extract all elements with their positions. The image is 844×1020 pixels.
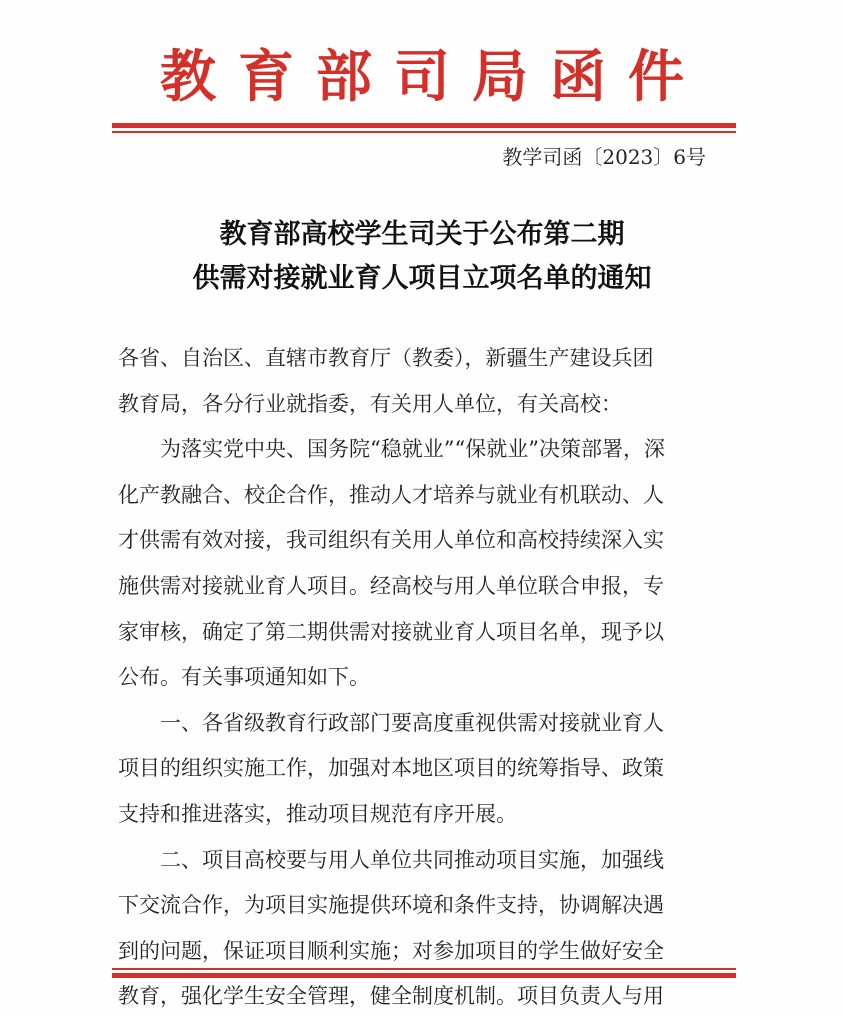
body-line: 一、各省级教育行政部门要高度重视供需对接就业育人 <box>160 710 664 735</box>
body-line: 支持和推进落实，推动项目规范有序开展。 <box>118 801 517 826</box>
bottom-red-rule <box>112 968 736 978</box>
top-red-rule-thick <box>112 123 736 128</box>
body-line: 二、项目高校要与用人单位共同推动项目实施，加强线 <box>160 847 664 872</box>
body-line: 施供需对接就业育人项目。经高校与用人单位联合申报，专 <box>118 573 664 598</box>
body-line: 教育，强化学生安全管理，健全制度机制。项目负责人与用 <box>118 984 664 1009</box>
bottom-red-rule-thick <box>112 973 736 978</box>
document-number: 教学司函〔2023〕6号 <box>502 145 706 169</box>
body-line: 公布。有关事项通知如下。 <box>118 665 370 690</box>
title-line-1: 教育部高校学生司关于公布第二期 <box>219 219 625 250</box>
masthead-title: 教育部司局函件 <box>160 45 706 110</box>
body-line: 到的问题，保证项目顺利实施；对参加项目的学生做好安全 <box>118 938 664 963</box>
body-line: 教育局，各分行业就指委，有关用人单位，有关高校： <box>118 391 622 416</box>
body-line: 各省、自治区、直辖市教育厅（教委），新疆生产建设兵团 <box>118 346 654 370</box>
document-title <box>0 213 844 301</box>
body-line: 下交流合作，为项目实施提供环境和条件支持，协调解决遇 <box>118 893 664 918</box>
document-body <box>118 336 738 1020</box>
body-line: 化产教融合、校企合作，推动人才培养与就业有机联动、人 <box>118 482 664 507</box>
top-red-rule-thin <box>112 131 736 133</box>
body-line: 项目的组织实施工作，加强对本地区项目的统筹指导、政策 <box>118 756 664 781</box>
body-line: 家审核，确定了第二期供需对接就业育人项目名单，现予以 <box>118 619 664 644</box>
body-line: 为落实党中央、国务院“稳就业”“保就业”决策部署，深 <box>160 437 665 462</box>
body-line: 才供需有效对接，我司组织有关用人单位和高校持续深入实 <box>118 528 664 553</box>
bottom-red-rule-thin <box>112 968 736 970</box>
title-line-2: 供需对接就业育人项目立项名单的通知 <box>192 263 652 294</box>
top-red-rule <box>112 123 736 133</box>
